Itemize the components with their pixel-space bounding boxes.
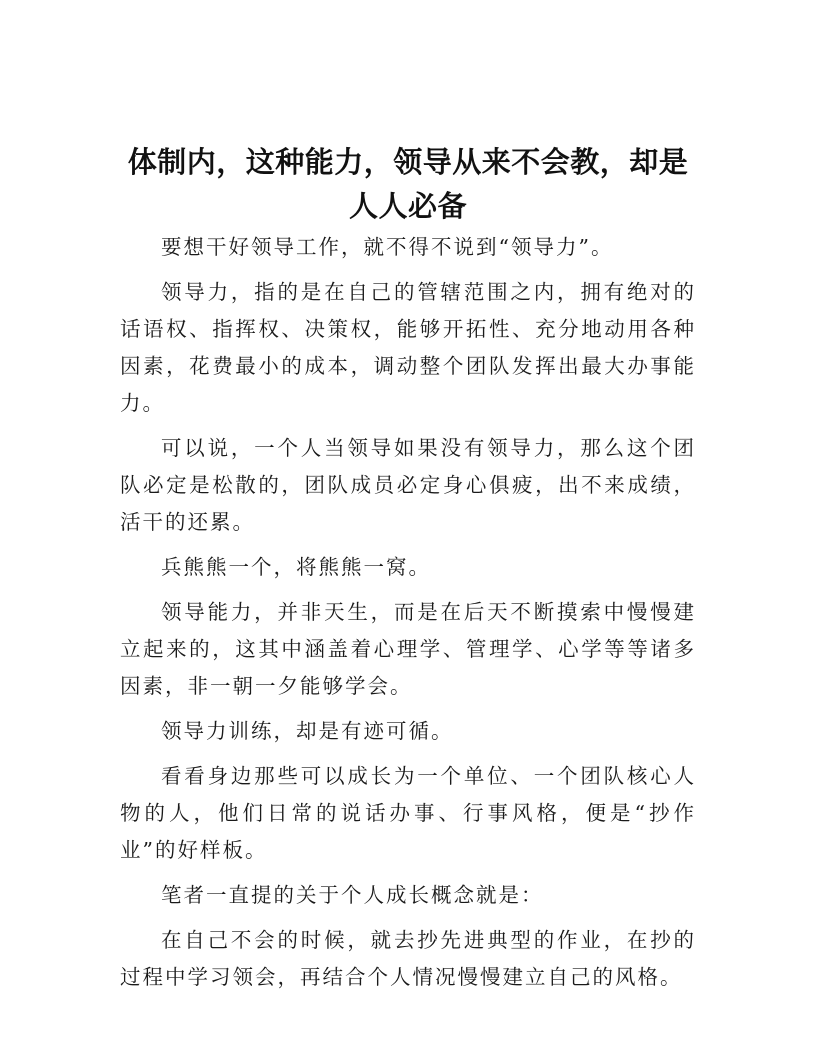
paragraph: 可以说，一个人当领导如果没有领导力，那么这个团队必定是松散的，团队成员必定身心俱疲，出不来成绩，活干的还累。 (120, 436, 696, 534)
paragraph: 要想干好领导工作，就不得不说到“领导力”。 (161, 235, 614, 259)
paragraph: 领导能力，并非天生，而是在后天不断摸索中慢慢建立起来的，这其中涵盖着心理学、管理学、心学等等诸多因素，非一朝一夕能够学会。 (120, 600, 696, 698)
paragraph: 笔者一直提的关于个人成长概念就是： (161, 883, 544, 907)
paragraph: 兵熊熊一个，将熊熊一窝。 (161, 555, 431, 579)
paragraph: 领导力，指的是在自己的管辖范围之内，拥有绝对的话语权、指挥权、决策权，能够开拓性、充分地动用各种因素，花费最小的成本，调动整个团队发挥出最大办事能力。 (120, 280, 696, 415)
document-title: 体制内，这种能力，领导从来不会教，却是人人必备 (127, 145, 689, 223)
paragraph: 在自己不会的时候，就去抄先进典型的作业，在抄的过程中学习领会，再结合个人情况慢慢建立自己的风格。 (120, 928, 696, 989)
paragraph: 看看身边那些可以成长为一个单位、一个团队核心人物的人，他们日常的说话办事、行事风格，便是“抄作业”的好样板。 (120, 764, 696, 862)
document-body (120, 229, 696, 1004)
paragraph: 领导力训练，却是有迹可循。 (161, 719, 454, 743)
